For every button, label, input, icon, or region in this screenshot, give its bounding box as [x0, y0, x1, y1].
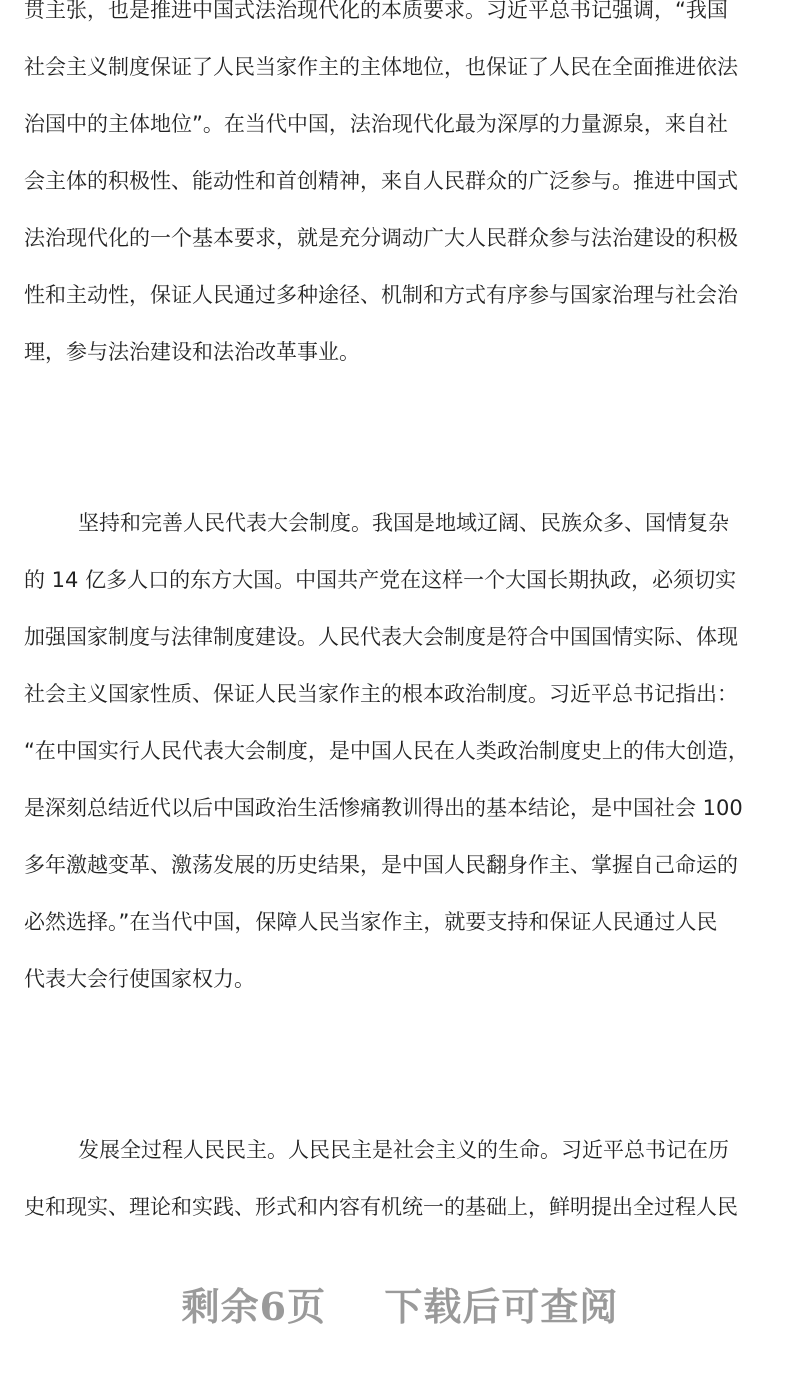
- text-line: 多年激越变革、激荡发展的历史结果，是中国人民翻身作主、掌握自己命运的: [24, 853, 738, 877]
- text-line: 坚持和完善人民代表大会制度。我国是地域辽阔、民族众多、国情复杂: [78, 511, 729, 535]
- text-line: 理，参与法治建设和法治改革事业。: [24, 340, 360, 364]
- paragraph-3: [24, 1122, 776, 1236]
- text-line: “在中国实行人民代表大会制度，是中国人民在人类政治制度史上的伟大创造，: [24, 739, 749, 763]
- text-line: 会主体的积极性、能动性和首创精神，来自人民群众的广泛参与。推进中国式: [24, 169, 738, 193]
- paragraph-spacer: [24, 381, 776, 495]
- download-prompt-label[interactable]: 下载后可查阅: [384, 1284, 619, 1329]
- text-line: 史和现实、理论和实践、形式和内容有机统一的基础上，鲜明提出全过程人民: [24, 1195, 738, 1219]
- text-line: 法治现代化的一个基本要求，就是充分调动广大人民群众参与法治建设的积极: [24, 226, 738, 250]
- download-banner[interactable]: [0, 1282, 800, 1332]
- paragraph-1: [24, 0, 776, 381]
- text-line: 治国中的主体地位”。在当代中国，法治现代化最为深厚的力量源泉，来自社: [24, 112, 728, 136]
- remaining-pages-label: 剩余6页: [181, 1284, 327, 1329]
- text-line: 加强国家制度与法律制度建设。人民代表大会制度是符合中国国情实际、体现: [24, 625, 738, 649]
- text-line: 贯主张，也是推进中国式法治现代化的本质要求。习近平总书记强调，“我国: [24, 0, 728, 22]
- text-line: 是深刻总结近代以后中国政治生活惨痛教训得出的基本结论，是中国社会 100: [24, 796, 743, 820]
- document-body: [24, 0, 776, 1236]
- text-line: 的 14 亿多人口的东方大国。中国共产党在这样一个大国长期执政，必须切实: [24, 568, 737, 592]
- paragraph-spacer: [24, 1008, 776, 1122]
- text-line: 社会主义制度保证了人民当家作主的主体地位，也保证了人民在全面推进依法: [24, 55, 738, 79]
- text-line: 社会主义国家性质、保证人民当家作主的根本政治制度。习近平总书记指出：: [24, 682, 738, 706]
- paragraph-2: [24, 495, 776, 1008]
- text-line: 必然选择。”在当代中国，保障人民当家作主，就要支持和保证人民通过人民: [24, 910, 718, 934]
- text-line: 发展全过程人民民主。人民民主是社会主义的生命。习近平总书记在历: [78, 1138, 729, 1162]
- text-line: 代表大会行使国家权力。: [24, 967, 255, 991]
- text-line: 性和主动性，保证人民通过多种途径、机制和方式有序参与国家治理与社会治: [24, 283, 738, 307]
